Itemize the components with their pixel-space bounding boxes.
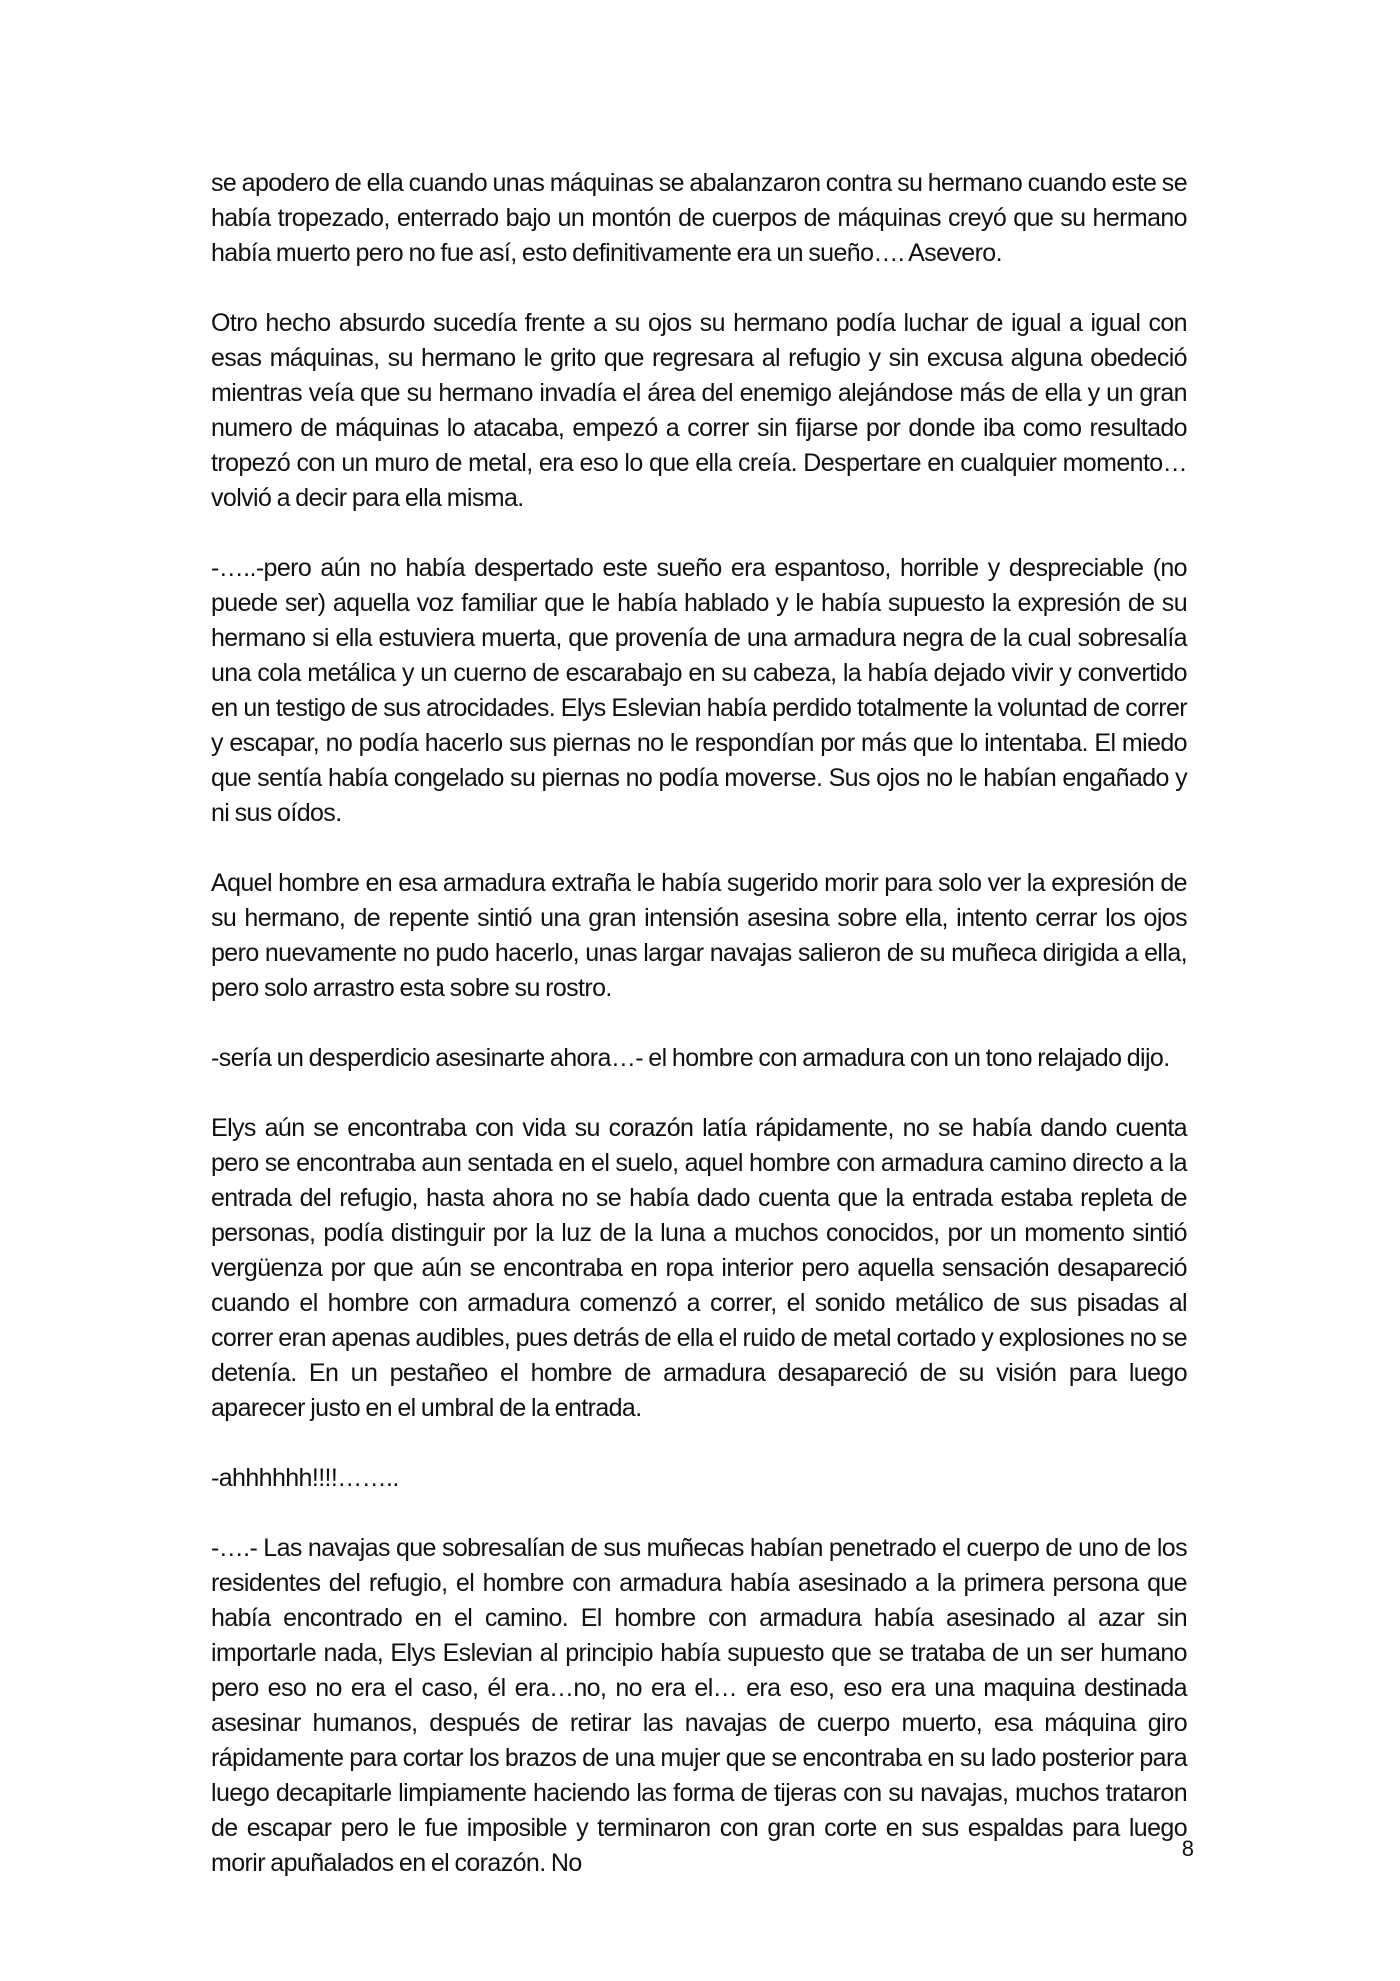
paragraph-6: Elys aún se encontraba con vida su corazón latía rápidamente, no se había dando cuenta pero se encontraba aun sentada en el suelo, aquel hombre con armadura camino directo a la entrada del refugio, hasta ahora no se había dado cuenta que la entrada estaba repleta de personas, podía distinguir por la luz de la luna a muchos conocidos, por un momento sintió vergüenza por que aún se encontraba en ropa interior pero aquella sensación desapareció cuando el hombre con armadura comenzó a correr, el sonido metálico de sus pisadas al correr eran apenas audibles, pues detrás de ella el ruido de metal cortado y explosiones no se detenía. En un pestañeo el hombre de armadura desapareció de su visión para luego aparecer justo en el umbral de la entrada.	[211, 1114, 1187, 1422]
page-number: 8	[1181, 1836, 1194, 1861]
paragraph-8: -….- Las navajas que sobresalían de sus muñecas habían penetrado el cuerpo de uno de los residentes del refugio, el hombre con armadura había asesinado a la primera persona que había encontrado en el camino. El hombre con armadura había asesinado al azar sin importarle nada, Elys Eslevian al principio había supuesto que se trataba de un ser humano pero eso no era el caso, él era…no, no era el… era eso, eso era una maquina destinada asesinar humanos, después de retirar las navajas de cuerpo muerto, esa máquina giro rápidamente para cortar los brazos de una mujer que se encontraba en su lado posterior para luego decapitarle limpiamente haciendo las forma de tijeras con su navajas, muchos trataron de escapar pero le fue imposible y terminaron con gran corte en sus espaldas para luego morir apuñalados en el corazón. No	[211, 1534, 1187, 1877]
paragraph-4: Aquel hombre en esa armadura extraña le había sugerido morir para solo ver la expresión de su hermano, de repente sintió una gran intensión asesina sobre ella, intento cerrar los ojos pero nuevamente no pudo hacerlo, unas largar navajas salieron de su muñeca dirigida a ella, pero solo arrastro esta sobre su rostro.	[211, 869, 1187, 1002]
paragraph-1: se apodero de ella cuando unas máquinas se abalanzaron contra su hermano cuando este se había tropezado, enterrado bajo un montón de cuerpos de máquinas creyó que su hermano había muerto pero no fue así, esto definitivamente era un sueño…. Asevero.	[211, 169, 1187, 267]
paragraph-3: -…..-pero aún no había despertado este sueño era espantoso, horrible y despreciable (no puede ser) aquella voz familiar que le había hablado y le había supuesto la expresión de su hermano si ella estuviera muerta, que provenía de una armadura negra de la cual sobresalía una cola metálica y un cuerno de escarabajo en su cabeza, la había dejado vivir y convertido en un testigo de sus atrocidades. Elys Eslevian había perdido totalmente la voluntad de correr y escapar, no podía hacerlo sus piernas no le respondían por más que lo intentaba. El miedo que sentía había congelado su piernas no podía moverse. Sus ojos no le habían engañado y ni sus oídos.	[211, 554, 1187, 827]
paragraph-7: -ahhhhhh!!!!……..	[211, 1464, 399, 1492]
paragraph-2: Otro hecho absurdo sucedía frente a su ojos su hermano podía luchar de igual a igual con esas máquinas, su hermano le grito que regresara al refugio y sin excusa alguna obedeció mientras veía que su hermano invadía el área del enemigo alejándose más de ella y un gran numero de máquinas lo atacaba, empezó a correr sin fijarse por donde iba como resultado tropezó con un muro de metal, era eso lo que ella creía. Despertare en cualquier momento… volvió a decir para ella misma.	[211, 309, 1187, 512]
paragraph-5: -sería un desperdicio asesinarte ahora…- el hombre con armadura con un tono relajado dijo.	[211, 1044, 1170, 1072]
body-text	[211, 166, 1187, 1916]
